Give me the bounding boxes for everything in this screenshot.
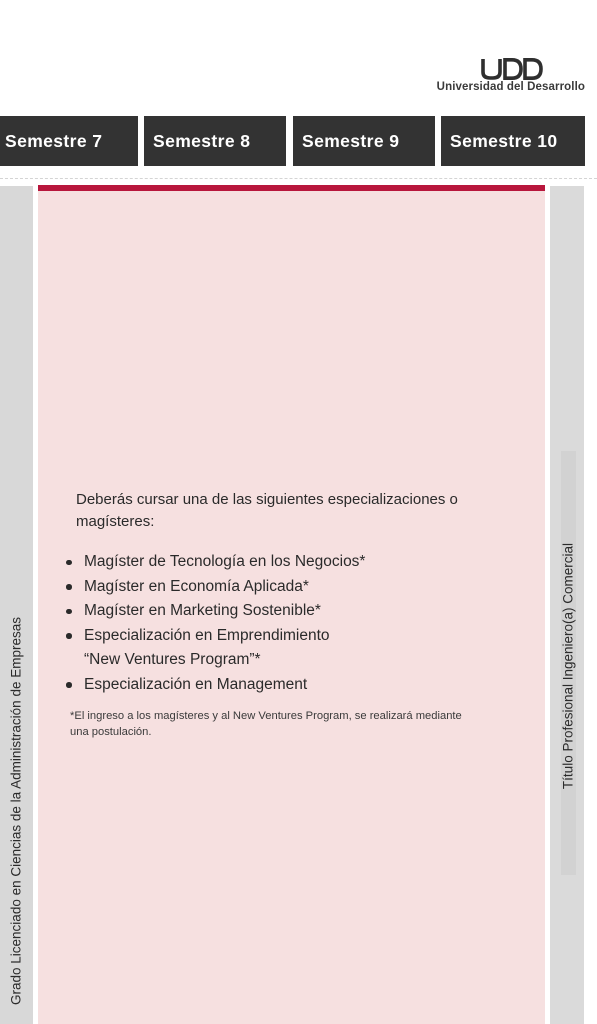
tab-semestre-8[interactable]: Semestre 8: [144, 116, 286, 166]
specialization-list: [65, 550, 485, 697]
semester-tabs: [0, 116, 597, 166]
list-item-continuation: “New Ventures Program”*: [84, 651, 261, 668]
tab-semestre-7[interactable]: Semestre 7: [0, 116, 138, 166]
tab-semestre-10[interactable]: Semestre 10: [441, 116, 585, 166]
title-column: [550, 186, 584, 1024]
professional-title-label: Título Profesional Ingeniero(a) Comercial: [560, 542, 576, 790]
list-item: Magíster de Tecnología en los Negocios*: [65, 550, 485, 575]
list-item: Especialización en Emprendimiento: [65, 624, 485, 649]
tab-semestre-9[interactable]: Semestre 9: [293, 116, 435, 166]
university-logo: [425, 58, 585, 93]
list-item: Magíster en Economía Aplicada*: [65, 575, 485, 600]
udd-logo-icon: [481, 58, 543, 80]
list-item: Magíster en Marketing Sostenible*: [65, 599, 485, 624]
degree-label: Grado Licenciado en Ciencias de la Administración de Empresas: [8, 617, 24, 1005]
specialization-panel: [38, 191, 545, 1024]
degree-column: [0, 186, 33, 1024]
list-item: Especialización en Management: [65, 673, 485, 698]
dashed-divider: [0, 178, 597, 179]
footnote: *El ingreso a los magísteres y al New Ventures Program, se realizará mediante una postulación.: [70, 710, 462, 738]
intro-text: Deberás cursar una de las siguientes especializaciones o magísteres:: [76, 491, 458, 530]
university-name: Universidad del Desarrollo: [436, 81, 585, 93]
